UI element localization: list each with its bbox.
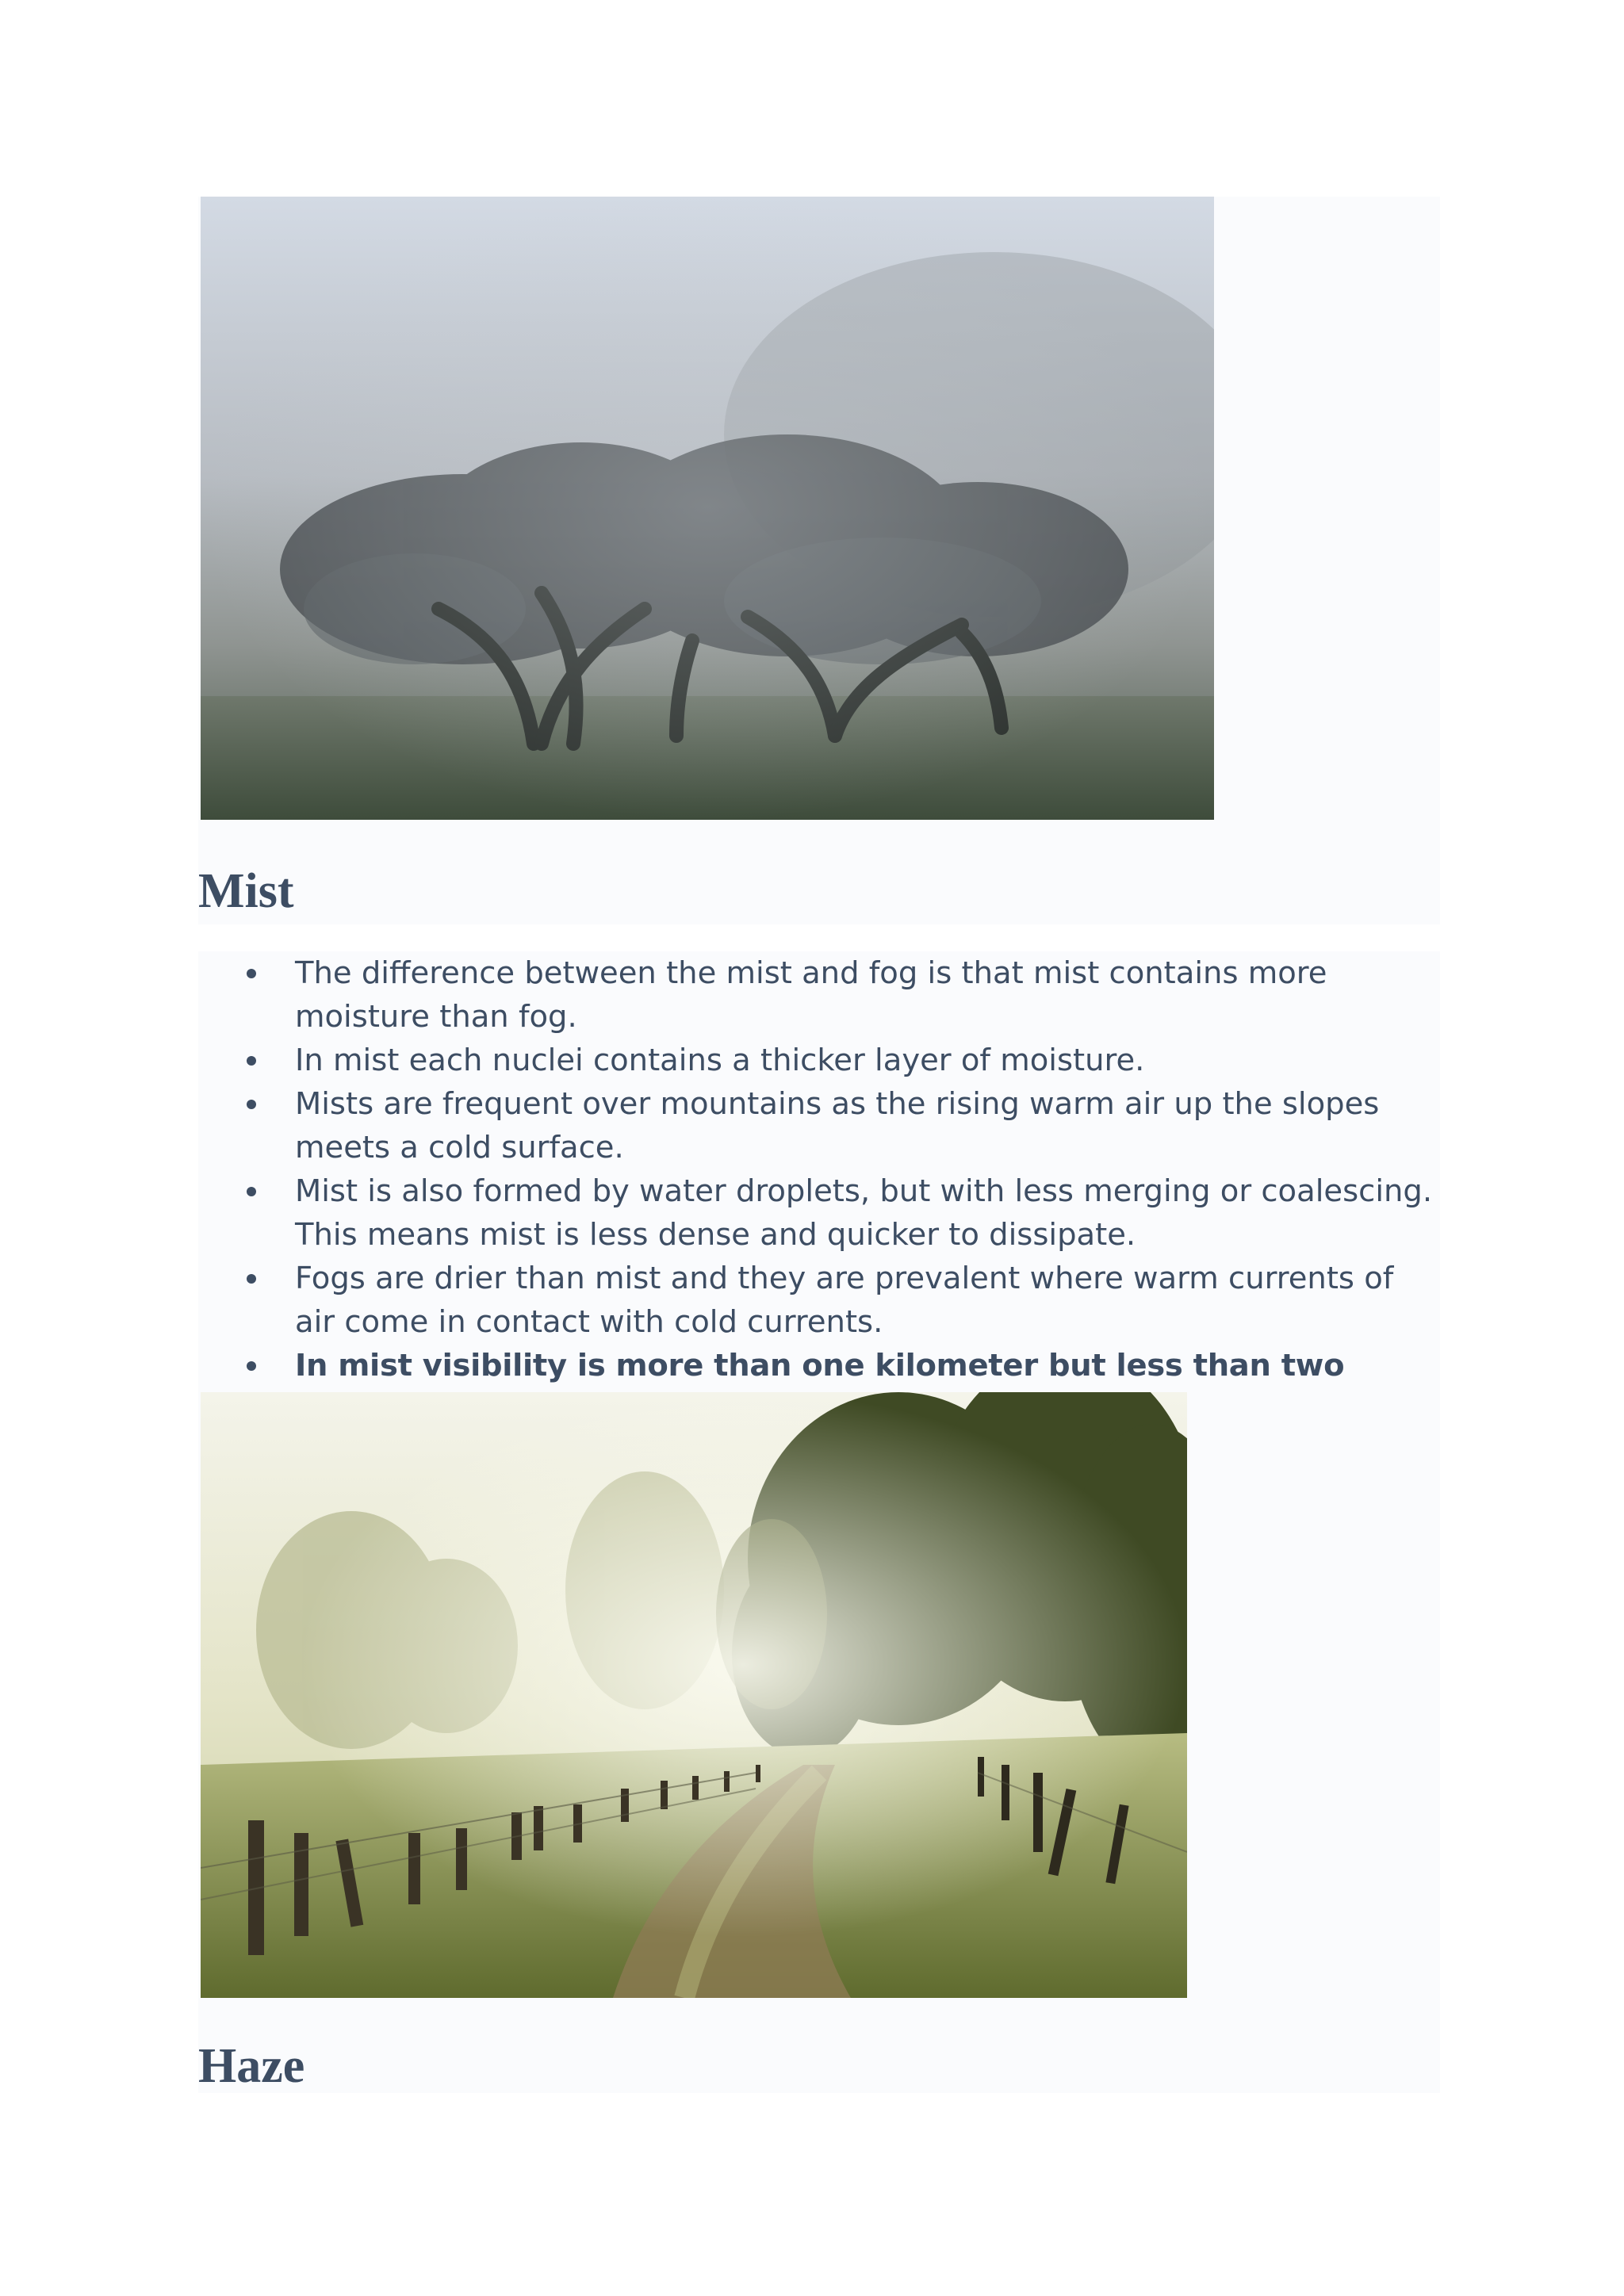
bullet-dot: [247, 1361, 256, 1371]
list-item-text: Mists are frequent over mountains as the rising warm air up the slopes meets a cold surface.: [295, 1086, 1380, 1165]
bullet-dot: [247, 1056, 256, 1066]
misty-country-path-photo: [201, 1392, 1187, 1998]
list-item: [198, 1257, 1435, 1344]
mist-heading: Mist: [198, 864, 294, 918]
list-item-text: In mist each nuclei contains a thicker layer of moisture.: [295, 1043, 1145, 1078]
list-item-text: Fogs are drier than mist and they are prevalent where warm currents of air come in contact with cold currents.: [295, 1261, 1394, 1340]
bullet-dot: [247, 1100, 256, 1109]
list-item: [198, 1039, 1435, 1082]
haze-heading: Haze: [198, 2039, 305, 2093]
mist-bullet-list: [198, 951, 1435, 1431]
list-item-text: Mist is also formed by water droplets, but with less merging or coalescing. This means mist is less dense and quicker to dissipate.: [295, 1173, 1433, 1253]
list-item: [198, 951, 1435, 1039]
list-item-text: The difference between the mist and fog is that mist contains more moisture than fog.: [295, 955, 1327, 1035]
bullet-dot: [247, 969, 256, 978]
trees-in-mist-photo: [201, 197, 1214, 820]
bullet-dot: [247, 1274, 256, 1284]
list-item: [198, 1082, 1435, 1169]
list-item: [198, 1169, 1435, 1257]
list-item-text: In mist visibility is more than one kilometer but less than two: [295, 1348, 1345, 1383]
bullet-dot: [247, 1187, 256, 1196]
